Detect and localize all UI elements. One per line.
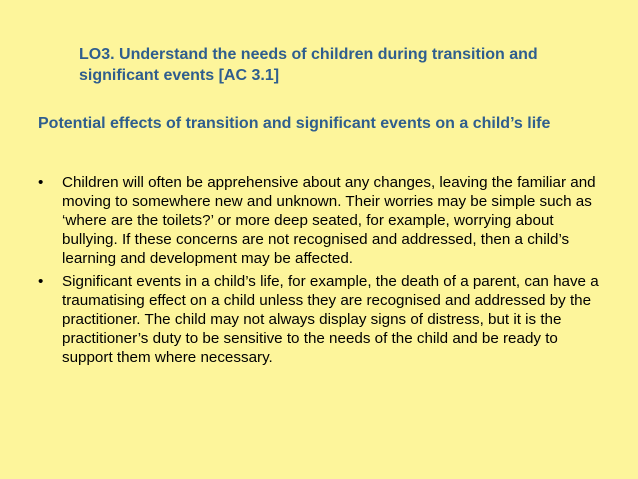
bullet-text: Significant events in a child’s life, for example, the death of a parent, can have a traumatising effect on a child unless they are recognised and addressed by the practitioner. The child may not always display signs of distress, but it is the practitioner’s duty to be sensitive to the needs of the child and be ready to support them where necessary.	[62, 273, 599, 366]
bullet-list	[38, 173, 608, 371]
bullet-item	[38, 173, 608, 268]
section-heading: Potential effects of transition and significant events on a child’s life	[38, 115, 551, 132]
bullet-icon: •	[38, 174, 44, 191]
bullet-text: Children will often be apprehensive about any changes, leaving the familiar and moving to somewhere new and unknown. Their worries may be simple such as ‘where are the toilets?’ or more deep seated, for example, worrying about bullying. If these concerns are not recognised and addressed, then a child’s learning and development may be affected.	[62, 174, 596, 267]
bullet-icon: •	[38, 273, 44, 290]
slide-title: LO3. Understand the needs of children during transition and significant events [AC 3.1]	[79, 46, 538, 84]
bullet-item	[38, 272, 608, 367]
